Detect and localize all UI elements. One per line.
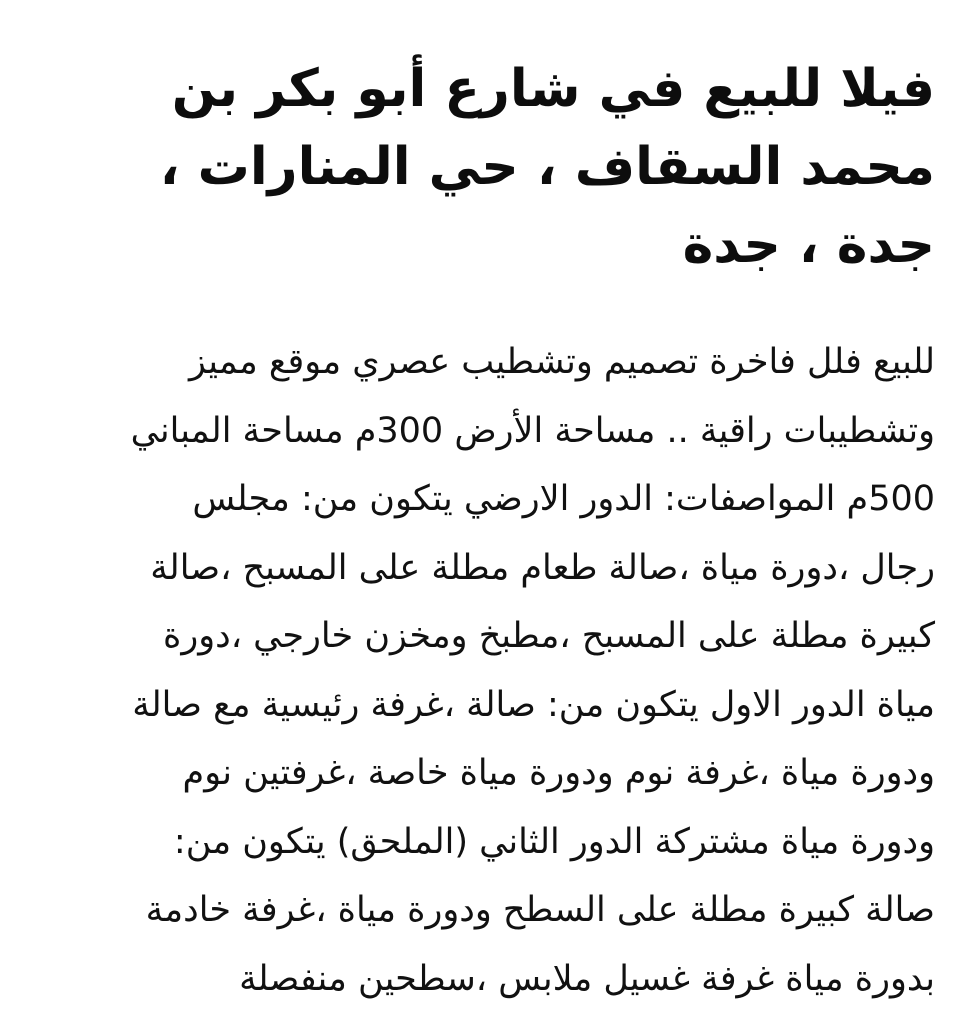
- listing-title: فيلا للبيع في شارع أبو بكر بن محمد السقاف ، حي المنارات ، جدة ، جدة: [159, 59, 935, 275]
- listing-description: للبيع فلل فاخرة تصميم وتشطيب عصري موقع مميز وتشطيبات راقية .. مساحة الأرض 300م مساحة المباني 500م المواصفات: الدور الارضي يتكون من: مجلس رجال ،دورة مياة ،صالة طعام مطلة على المسبح ،صالة كبيرة مطلة على المسبح ،مطبخ ومخزن خارجي ،دورة مياة الدور الاول يتكون من: صالة ،غرفة رئيسية مع صالة ودورة مياة ،غرفة نوم ودورة مياة خاصة ،غرفتين نوم ودورة مياة مشتركة الدور الثاني (الملحق) يتكون من: صالة كبيرة مطلة على السطح ودورة مياة ،غرفة خادمة بدورة مياة غرفة غسيل ملابس ،سطحين منفصلة: [130, 342, 935, 999]
